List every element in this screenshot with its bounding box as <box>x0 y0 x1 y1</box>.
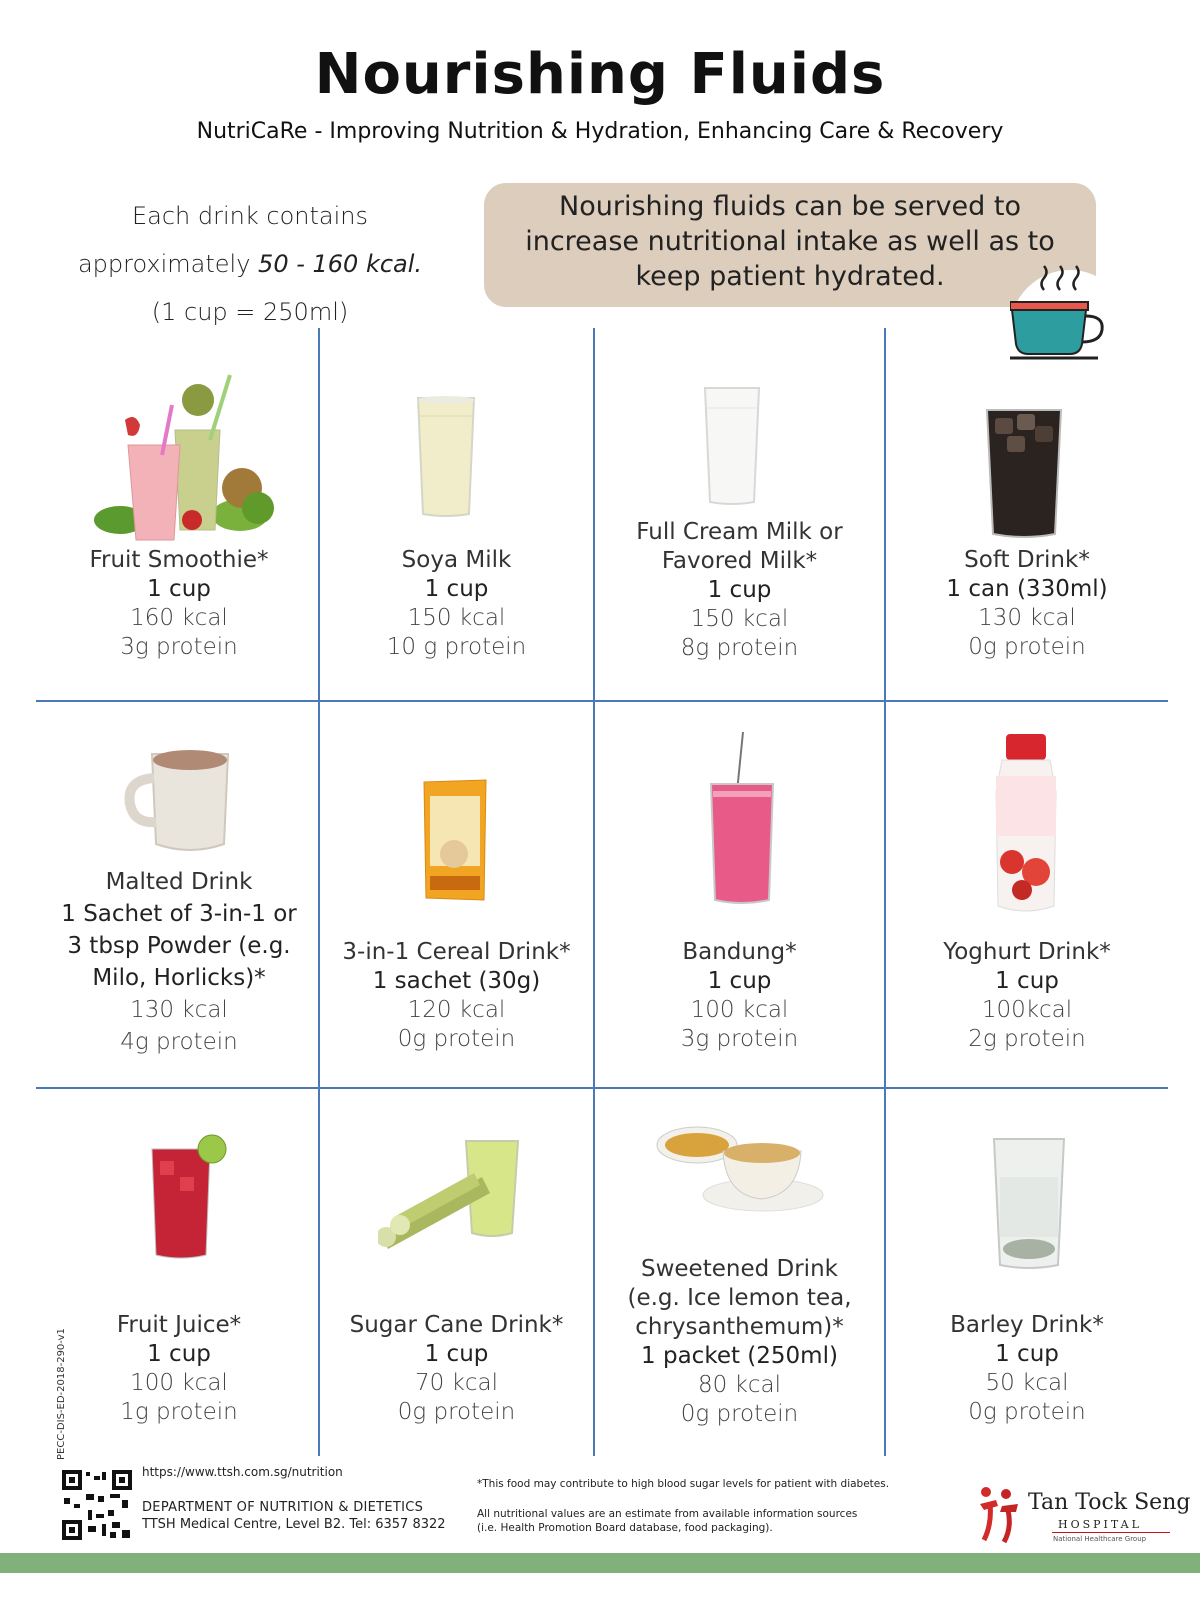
logo-divider <box>1052 1532 1170 1533</box>
drink-name: Soya Milk <box>401 547 512 573</box>
qr-code-icon <box>62 1470 132 1540</box>
drink-kcal: 80 kcal <box>697 1372 782 1398</box>
drink-amount-line-3: Milo, Horlicks)* <box>92 965 266 991</box>
drink-card-fruit-juice <box>40 1089 318 1454</box>
document-code: PECC-DIS-ED-2018-290-v1 <box>56 1328 67 1460</box>
drink-amount: 1 cup <box>995 968 1059 994</box>
callout-box <box>484 183 1096 307</box>
soya-milk-image <box>416 396 476 518</box>
soft-drink-image <box>985 408 1063 540</box>
intro-line-3: (1 cup = 250ml) <box>151 298 349 326</box>
drink-card-fruit-smoothie <box>40 330 318 700</box>
drink-protein: 0g protein <box>968 1399 1086 1425</box>
drink-card-bandung <box>595 702 884 1087</box>
drink-protein: 3g protein <box>120 634 238 660</box>
footer-color-bar <box>0 1553 1200 1573</box>
drink-protein: 3g protein <box>680 1026 799 1052</box>
tea-cups-image <box>653 1115 827 1219</box>
milk-glass-image <box>703 386 761 506</box>
fruit-smoothie-image <box>80 370 280 550</box>
footer-url-link[interactable]: https://www.ttsh.com.sg/nutrition <box>142 1465 343 1479</box>
drink-name: Bandung* <box>682 939 797 965</box>
drink-kcal: 120 kcal <box>407 997 506 1023</box>
drink-amount: 1 cup <box>707 968 772 994</box>
drink-name: Soft Drink* <box>964 547 1090 573</box>
drink-protein: 0g protein <box>397 1399 516 1425</box>
drink-kcal: 150 kcal <box>690 606 789 632</box>
page-title: Nourishing Fluids <box>314 42 886 107</box>
fruit-juice-image <box>150 1131 230 1261</box>
drink-kcal: 160 kcal <box>130 605 228 631</box>
drink-protein: 0g protein <box>680 1401 799 1427</box>
drink-kcal: 100kcal <box>981 997 1073 1023</box>
drink-protein: 1g protein <box>120 1399 238 1425</box>
drink-kcal: 70 kcal <box>414 1370 499 1396</box>
drink-kcal: 100 kcal <box>130 1370 228 1396</box>
drink-kcal: 50 kcal <box>985 1370 1069 1396</box>
drink-kcal: 130 kcal <box>978 605 1076 631</box>
drink-protein: 8g protein <box>680 635 799 661</box>
drink-kcal: 130 kcal <box>130 997 228 1023</box>
drink-amount: 1 cup <box>147 576 211 602</box>
drink-amount: 1 cup <box>707 577 772 603</box>
callout-text: Nourishing fluids can be served to increase nutritional intake as well as to keep patient hydrated. <box>525 191 1055 292</box>
drink-amount: 1 sachet (30g) <box>372 968 541 994</box>
drink-card-yoghurt-drink <box>886 702 1168 1087</box>
drink-card-sweetened-drink <box>595 1089 884 1454</box>
footer-diabetes-note: *This food may contribute to high blood sugar levels for patient with diabetes. <box>477 1478 890 1490</box>
intro-line-2: approximately 50 - 160 kcal. <box>77 250 423 278</box>
drink-protein: 0g protein <box>397 1026 516 1052</box>
drink-protein: 10 g protein <box>386 634 527 660</box>
drink-card-sugar-cane <box>320 1089 593 1454</box>
drink-kcal: 100 kcal <box>690 997 789 1023</box>
logo-sub: HOSPITAL <box>1058 1518 1142 1531</box>
drink-kcal: 150 kcal <box>407 605 506 631</box>
drink-name: 3-in-1 Cereal Drink* <box>342 939 571 965</box>
drink-name-line-2: Favored Milk* <box>661 548 818 574</box>
yoghurt-bottle-image <box>992 732 1060 916</box>
drink-name: Full Cream Milk or <box>636 519 843 545</box>
drink-protein: 0g protein <box>968 634 1086 660</box>
sugar-cane-image <box>378 1137 538 1249</box>
drink-amount: 1 cup <box>424 576 489 602</box>
drink-card-barley-drink <box>886 1089 1168 1454</box>
drink-name: Fruit Smoothie* <box>89 547 269 573</box>
drink-protein: 2g protein <box>968 1026 1086 1052</box>
drink-protein: 4g protein <box>120 1029 238 1055</box>
drink-amount: 1 can (330ml) <box>946 576 1108 602</box>
drink-card-malted-drink <box>40 702 318 1087</box>
logo-name: Tan Tock Seng <box>1028 1490 1191 1515</box>
drink-card-soft-drink <box>886 330 1168 700</box>
page-subtitle: NutriCaRe - Improving Nutrition & Hydration, Enhancing Care & Recovery <box>196 119 1004 144</box>
drink-amount: 1 packet (250ml) <box>641 1343 838 1369</box>
drink-card-full-cream-milk <box>595 330 884 700</box>
drink-amount: 1 cup <box>147 1341 211 1367</box>
drink-amount: 1 Sachet of 3-in-1 or <box>61 901 297 927</box>
drink-amount-line-2: 3 tbsp Powder (e.g. <box>67 933 291 959</box>
footer-source-note: All nutritional values are an estimate from available information sources (i.e. Health Promotion Board database, food packaging). <box>477 1508 858 1534</box>
drink-name: Fruit Juice* <box>116 1312 242 1338</box>
drink-name: Yoghurt Drink* <box>943 939 1111 965</box>
logo-group: National Healthcare Group <box>1053 1535 1147 1543</box>
cereal-sachet-image <box>420 778 490 902</box>
footer-department: DEPARTMENT OF NUTRITION & DIETETICS <box>142 1500 424 1515</box>
drink-name: Sugar Cane Drink* <box>349 1312 564 1338</box>
malted-drink-mug-image <box>124 746 234 856</box>
footer-address: TTSH Medical Centre, Level B2. Tel: 6357 8322 <box>142 1517 446 1532</box>
drink-amount: 1 cup <box>424 1341 489 1367</box>
drink-name-line-2: (e.g. Ice lemon tea, <box>627 1285 852 1311</box>
barley-glass-image <box>992 1137 1066 1271</box>
drink-name: Sweetened Drink <box>641 1256 838 1282</box>
intro-line-1: Each drink contains <box>131 202 368 230</box>
drink-card-soya-milk <box>320 330 593 700</box>
drink-amount: 1 cup <box>995 1341 1059 1367</box>
bandung-glass-image <box>707 732 777 904</box>
kcal-range: 50 - 160 kcal. <box>258 250 423 278</box>
hospital-logo-icon <box>976 1484 1022 1544</box>
drink-name-line-3: chrysanthemum)* <box>635 1314 844 1340</box>
drink-name: Malted Drink <box>105 869 253 895</box>
intro-text <box>40 192 460 336</box>
drink-name: Barley Drink* <box>950 1312 1104 1338</box>
drink-card-cereal-drink <box>320 702 593 1087</box>
